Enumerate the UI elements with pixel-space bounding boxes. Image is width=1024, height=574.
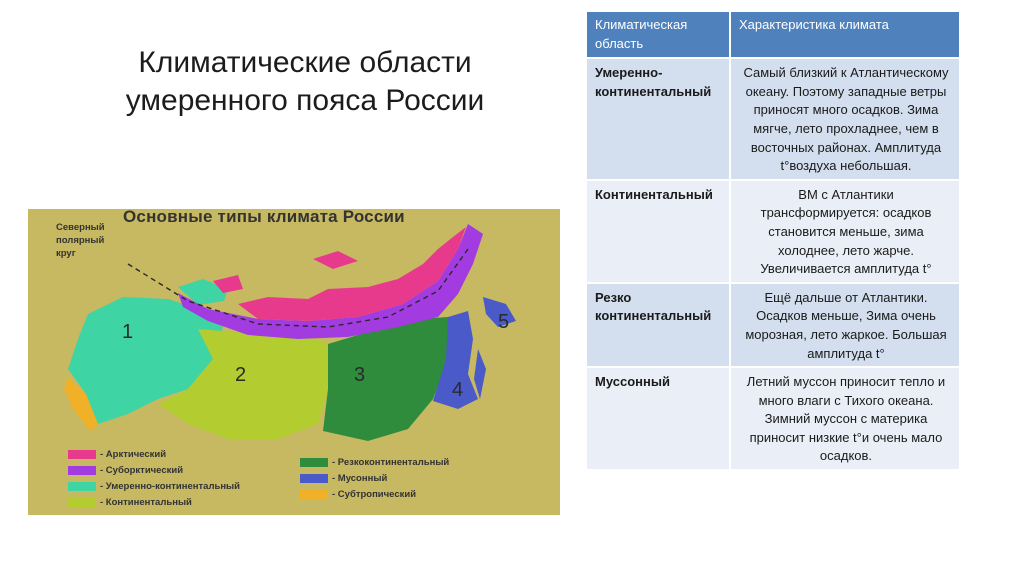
region-number-1: 1 — [122, 321, 134, 343]
slide-title: Климатические области умеренного пояса России — [125, 46, 485, 117]
legend-swatch — [68, 482, 96, 491]
legend-swatch — [300, 490, 328, 499]
legend-label: - Субтропический — [332, 488, 417, 500]
header-description: Характеристика климата — [731, 12, 959, 57]
table-row — [587, 284, 959, 366]
legend-swatch — [68, 466, 96, 475]
legend-swatch — [300, 458, 328, 467]
legend-item — [300, 487, 449, 501]
region-description: Летний муссон приносит тепло и много влаги с Тихого океана. Зимний муссон с материка приносит низкие t°и очень мало осадков. — [731, 368, 959, 469]
legend-item — [300, 455, 449, 469]
legend-label: - Умеренно-континентальный — [100, 480, 241, 492]
legend-item — [68, 447, 240, 461]
region-number-2: 2 — [235, 364, 247, 386]
legend-item — [68, 463, 240, 477]
legend-label: - Континентальный — [100, 496, 192, 508]
region-description: Ещё дальше от Атлантики. Осадков меньше, Зима очень морозная, лето жаркое. Большая амплитуда t° — [731, 284, 959, 366]
region-number-3: 3 — [354, 364, 366, 386]
region-name: Умеренно-континентальный — [587, 59, 731, 179]
legend-item — [68, 495, 240, 509]
climate-map — [28, 209, 560, 515]
region-description: Самый близкий к Атлантическому океану. Поэтому западные ветры приносят много осадков. Зима мягче, лето прохладнее, чем в восточных районах. Амплитуда t°воздуха небольшая. — [731, 59, 959, 179]
region-number-5: 5 — [498, 311, 510, 333]
polar-circle-label: Северный полярный круг — [56, 222, 105, 259]
region-number-4: 4 — [452, 379, 464, 401]
legend-label: - Мусонный — [332, 472, 388, 484]
legend-swatch — [68, 450, 96, 459]
region-name: Муссонный — [587, 368, 731, 469]
legend-right — [300, 455, 449, 503]
table-row — [587, 181, 959, 282]
table-header-row — [587, 12, 959, 57]
legend-swatch — [68, 498, 96, 507]
legend-label: - Суборктический — [100, 464, 184, 476]
legend-label: - Арктический — [100, 448, 167, 460]
legend-left — [68, 447, 240, 511]
legend-item — [68, 479, 240, 493]
climate-table — [587, 10, 959, 471]
header-region: Климатическая область — [587, 12, 731, 57]
region-name: Континентальный — [587, 181, 731, 282]
legend-label: - Резкоконтинентальный — [332, 456, 450, 468]
legend-item — [300, 471, 449, 485]
table-row — [587, 59, 959, 179]
legend-swatch — [300, 474, 328, 483]
table-row — [587, 368, 959, 469]
region-description: ВМ с Атлантики трансформируется: осадков становится меньше, зима холоднее, лето жарче. Увеличивается амплитуда t° — [731, 181, 959, 282]
region-name: Резко континентальный — [587, 284, 731, 366]
map-title: Основные типы климата России — [123, 207, 405, 226]
